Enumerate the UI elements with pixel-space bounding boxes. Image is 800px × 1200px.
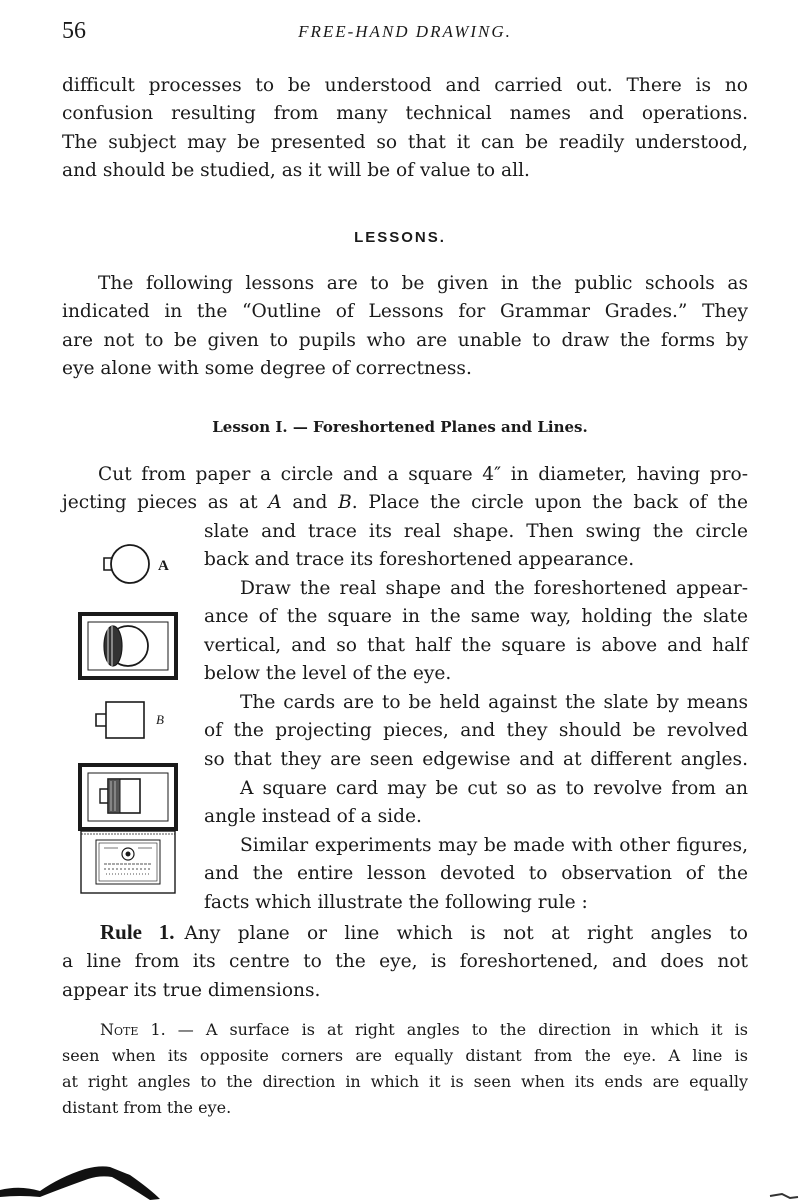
text-line: Draw the real shape and the foreshortened appear- <box>240 578 748 599</box>
page-header <box>62 18 748 52</box>
text-line: Similar experiments may be made with other figures, <box>240 835 748 856</box>
lesson-one-heading: Lesson I. — Foreshortened Planes and Lines. <box>212 418 588 436</box>
text-line: eye alone with some degree of correctness. <box>62 358 472 380</box>
lessons-heading: LESSONS. <box>354 229 446 246</box>
text-line: Rule 1. Any plane or line which is not at right angles to <box>62 918 748 948</box>
text-line: The cards are to be held against the slate by means <box>240 692 748 713</box>
figure-square-b <box>86 696 176 746</box>
text-line: confusion resulting from many technical names and operations. <box>62 103 748 125</box>
text-line: are not to be given to pupils who are unable to draw the forms by <box>62 329 748 351</box>
text-line: Cut from paper a circle and a square 4″ in diameter, having pro- <box>98 464 748 485</box>
text-line: jecting pieces as at A and B. Place the circle upon the back of the <box>62 492 748 514</box>
ink-smudge <box>0 1155 170 1200</box>
text-line: The following lessons are to be given in the public schools as <box>98 273 748 294</box>
square-card-paragraph <box>204 775 748 832</box>
running-title: FREE-HAND DRAWING. <box>298 22 512 41</box>
text-line: angle instead of a side. <box>204 806 422 828</box>
text-line: appear its true dimensions. <box>62 979 321 1001</box>
note-one <box>62 1017 748 1121</box>
experiments-paragraph <box>204 832 748 917</box>
text-line: of the projecting pieces, and they should be revolved <box>204 720 748 742</box>
text-line: seen when its opposite corners are equally distant from the eye. A line is <box>62 1046 748 1065</box>
text-line: difficult processes to be understood and carried out. There is no <box>62 75 748 96</box>
intro-paragraph <box>62 72 748 186</box>
text-line: The subject may be presented so that it can be readily understood, <box>62 131 748 153</box>
text-line: facts which illustrate the following rule : <box>204 891 588 913</box>
text-line: back and trace its foreshortened appearance. <box>204 549 635 571</box>
figure-slate-circle <box>78 612 178 682</box>
lesson-paragraph-start <box>62 461 748 518</box>
figure-label-b: B <box>156 712 164 727</box>
figure-card-engraving <box>80 830 176 894</box>
note-label: Note 1. <box>100 1020 166 1039</box>
text-line: distant from the eye. <box>62 1098 232 1117</box>
text-line: vertical, and so that half the square is above and half <box>204 634 748 656</box>
text-line: below the level of the eye. <box>204 663 452 685</box>
text-line: at right angles to the direction in which it is seen when its ends are equally <box>62 1072 748 1091</box>
figure-slate-square <box>78 763 178 831</box>
text-line: a line from its centre to the eye, is foreshortened, and does not <box>62 951 748 973</box>
corner-mark <box>760 1178 800 1200</box>
cards-paragraph <box>204 689 748 774</box>
text-line: A square card may be cut so as to revolve from an <box>240 778 748 799</box>
text-line: so that they are seen edgewise and at different angles. <box>204 748 748 770</box>
text-line: and the entire lesson devoted to observation of the <box>204 863 748 885</box>
page-number: 56 <box>62 18 86 44</box>
text-line: Note 1. — A surface is at right angles to the direction in which it is <box>62 1017 748 1043</box>
text-line: ance of the square in the same way, holding the slate <box>204 606 748 628</box>
rule-one <box>62 918 748 1005</box>
figure-circle-a <box>90 540 180 590</box>
text-line: indicated in the “Outline of Lessons for Grammar Grades.” They <box>62 301 748 323</box>
rule-label: Rule 1. <box>100 920 175 944</box>
text-line: slate and trace its real shape. Then swing the circle <box>204 521 748 542</box>
lesson-paragraph-cont <box>204 518 748 575</box>
text-line: and should be studied, as it will be of value to all. <box>62 160 530 182</box>
square-paragraph <box>204 575 748 689</box>
figure-label-a: A <box>158 558 169 574</box>
lessons-paragraph <box>62 270 748 384</box>
